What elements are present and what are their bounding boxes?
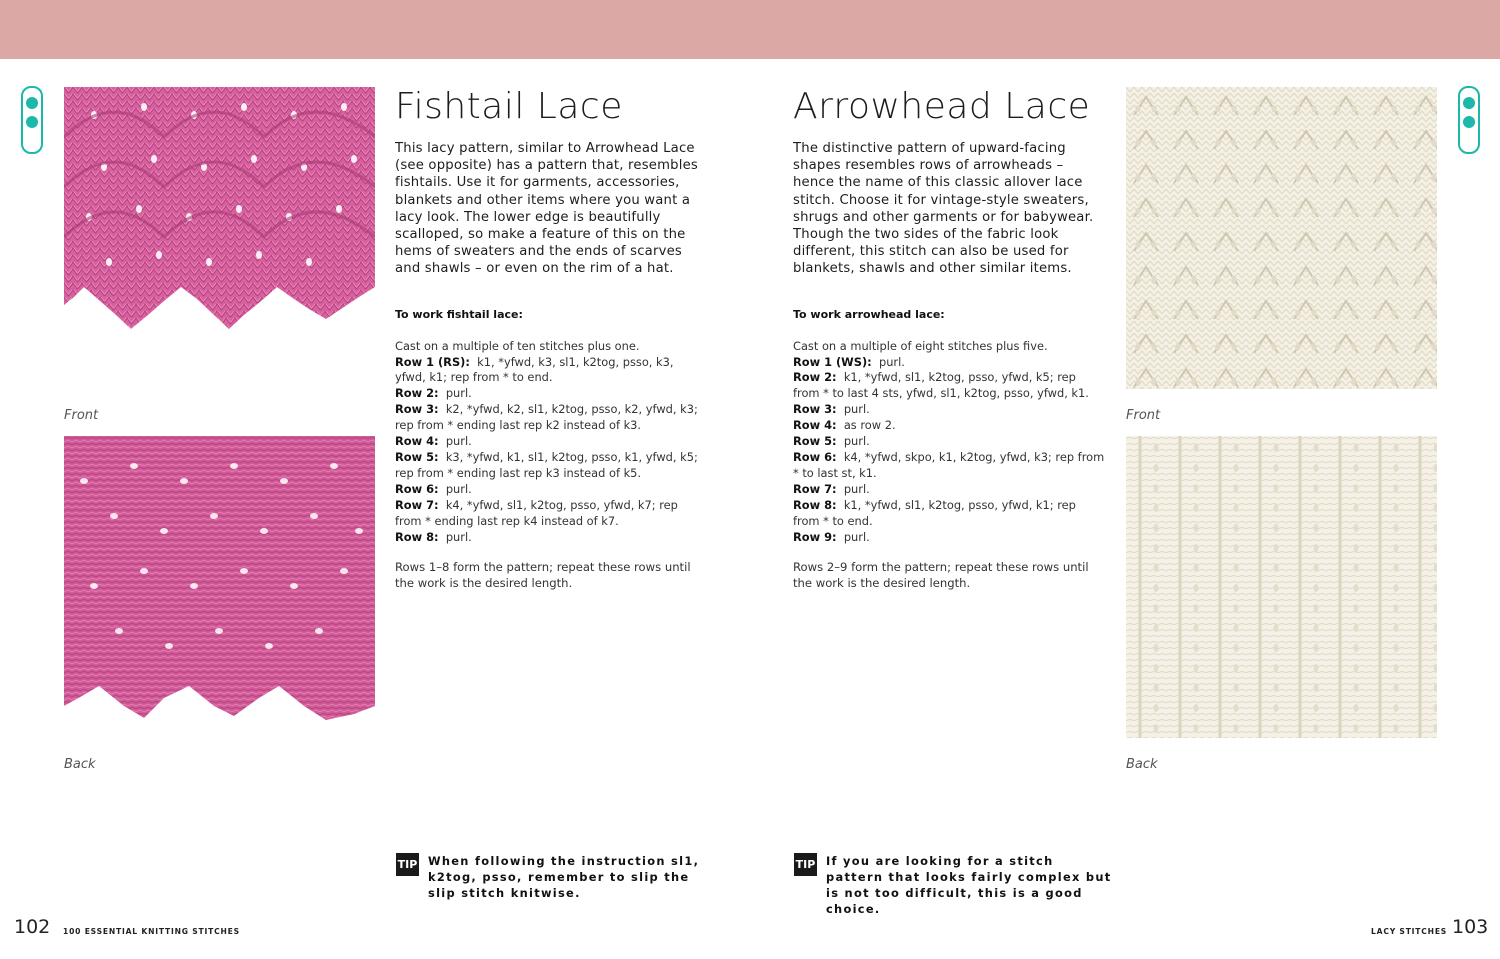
row-text: purl. [445,434,472,449]
row-text: k1, *yfwd, k3, sl1, k2tog, psso, k3, yfwd, k1; rep from * to end. [395,354,674,385]
row-label: Row 1 (WS): [793,354,872,369]
row-label: Row 4: [793,418,837,433]
fishtail-lace-article [395,86,707,592]
intro-paragraph: The distinctive pattern of upward-facing shapes resembles rows of arrowheads – hence the name of this classic allover lace stitch. Choose it for vintage-style sweaters, shrugs and other garments or for babywear. Though the two sides of the fabric look different, this stitch can also be used for blankets, shawls and other similar items. [793,141,1094,277]
tip-text: If you are looking for a stitch pattern that looks fairly complex but is not too difficult, this is a good choice. [826,854,1112,916]
instruction-row [395,402,707,434]
page-number-right: 103 [1452,916,1489,938]
instruction-row [793,402,1105,418]
instruction-row [793,530,1105,546]
front-caption: Front [1126,408,1161,423]
intro-paragraph: This lacy pattern, similar to Arrowhead Lace (see opposite) has a pattern that, resembles fishtails. Use it for garments, accessories, blankets and other items where you want a lacy look. The lower edge is beautifully scalloped, so make a feature of this on the hems of sweaters and the ends of scarves and shawls – or even on the rim of a hat. [395,141,698,277]
cast-on-line: Cast on a multiple of eight stitches plus five. [793,338,1048,353]
instructions-heading: To work arrowhead lace: [793,307,945,321]
arrowhead-lace-article [793,86,1105,592]
row-label: Row 5: [395,449,439,464]
row-text: as row 2. [843,418,896,433]
row-label: Row 8: [793,497,837,512]
row-text: k1, *yfwd, sl1, k2tog, psso, yfwd, k5; rep from * to last 4 sts, yfwd, sl1, k2tog, psso, yfwd, k1. [793,370,1089,401]
instruction-row [793,482,1105,498]
row-label: Row 3: [395,402,439,417]
row-label: Row 9: [793,529,837,544]
row-text: purl. [843,402,870,417]
instructions-list [395,339,707,546]
back-caption: Back [64,757,96,772]
front-caption: Front [64,408,99,423]
row-text: purl. [445,529,472,544]
tip-badge: TIP [396,853,419,876]
row-text: k1, *yfwd, sl1, k2tog, psso, yfwd, k1; rep from * to end. [793,497,1076,528]
row-text: purl. [843,529,870,544]
row-label: Row 6: [395,481,439,496]
instruction-row [395,355,707,387]
row-label: Row 7: [793,481,837,496]
instructions-heading: To work fishtail lace: [395,307,523,321]
row-label: Row 6: [793,449,837,464]
row-text: purl. [843,481,870,496]
row-text: k3, *yfwd, k1, sl1, k2tog, psso, k1, yfwd, k5; rep from * ending last rep k3 instead of k5. [395,449,698,480]
fishtail-lace-front-swatch [64,87,375,350]
page-number-left: 102 [14,916,51,938]
closing-paragraph: Rows 1–8 form the pattern; repeat these rows until the work is the desired length. [395,560,691,591]
instruction-row [793,418,1105,434]
arrowhead-lace-back-swatch [1126,436,1437,738]
instruction-row [395,530,707,546]
header-band [0,0,1500,59]
instruction-row [395,482,707,498]
row-text: k2, *yfwd, k2, sl1, k2tog, psso, k2, yfwd, k3; rep from * ending last rep k2 instead of k3. [395,402,698,433]
row-label: Row 4: [395,434,439,449]
section-title-footer: LACY STITCHES [1371,927,1448,936]
instruction-row [793,450,1105,482]
instruction-row [395,450,707,482]
instruction-row [793,498,1105,530]
row-text: k4, *yfwd, skpo, k1, k2tog, yfwd, k3; rep from * to last st, k1. [793,449,1105,480]
instruction-row [395,434,707,450]
arrowhead-lace-front-swatch [1126,87,1437,389]
row-label: Row 3: [793,402,837,417]
instruction-row [395,386,707,402]
tip-box [794,853,1114,917]
row-label: Row 1 (RS): [395,354,470,369]
row-label: Row 5: [793,434,837,449]
instruction-row [395,498,707,530]
page-title: Fishtail Lace [395,86,623,127]
row-label: Row 7: [395,497,439,512]
tip-badge: TIP [794,853,817,876]
instruction-row [793,434,1105,450]
page-title: Arrowhead Lace [793,86,1091,127]
tip-box [396,853,716,901]
cast-on-line: Cast on a multiple of ten stitches plus one. [395,338,640,353]
row-text: purl. [445,386,472,401]
row-text: k4, *yfwd, sl1, k2tog, psso, yfwd, k7; rep from * ending last rep k4 instead of k7. [395,497,678,528]
row-text: purl. [878,354,905,369]
row-text: purl. [843,434,870,449]
section-tab-icon [1458,86,1480,154]
row-label: Row 8: [395,529,439,544]
instruction-row [793,355,1105,371]
row-label: Row 2: [395,386,439,401]
tip-text: When following the instruction sl1, k2tog, psso, remember to slip the slip stitch knitwise. [428,854,700,900]
section-tab-icon [21,86,43,154]
closing-paragraph: Rows 2–9 form the pattern; repeat these rows until the work is the desired length. [793,560,1089,591]
instruction-row [793,370,1105,402]
instructions-list [793,339,1105,546]
row-label: Row 2: [793,370,837,385]
back-caption: Back [1126,757,1158,772]
book-title-footer: 100 ESSENTIAL KNITTING STITCHES [63,927,240,936]
row-text: purl. [445,481,472,496]
fishtail-lace-back-swatch [64,436,375,721]
